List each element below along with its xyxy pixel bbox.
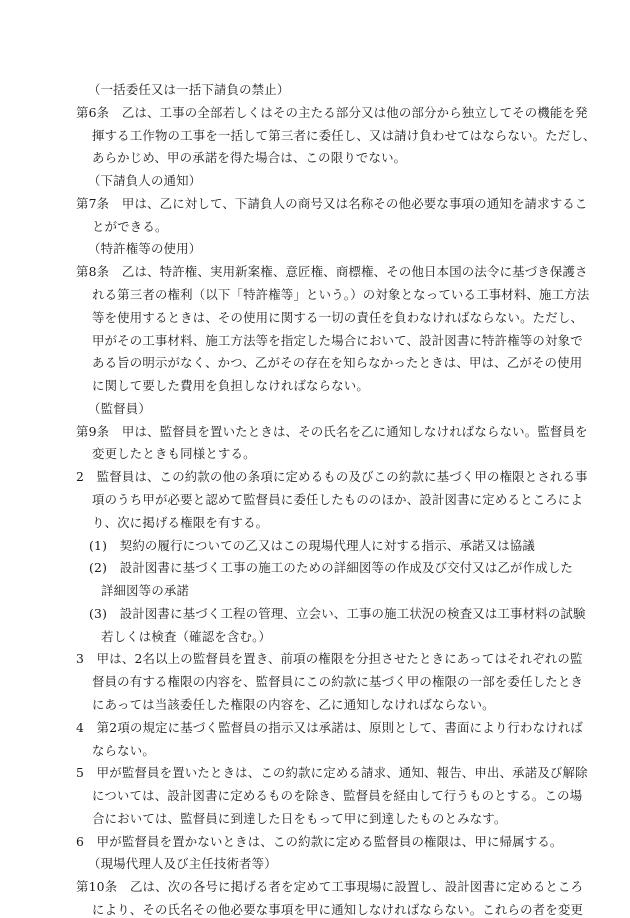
article-7-line-1: 第7条 甲は、乙に対して、下請負人の商号又は名称その他必要な事項の通知を請求するこ: [76, 195, 588, 211]
article-9-item-2-line-2: 詳細図等の承諾: [101, 583, 190, 599]
article-6-line-2: 揮する工作物の工事を一括して第三者に委任し、又は請け負わせてはならない。ただし、: [92, 127, 596, 143]
heading-subcontract-ban: （一括委任又は一括下請負の禁止）: [88, 82, 290, 97]
article-8-line-2: れる第三者の権利（以下「特許権等」という。）の対象となっている工事材料、施工方法: [92, 287, 590, 302]
article-9-line-1: 第9条 甲は、監督員を置いたときは、その氏名を乙に通知しなければならない。監督員を: [76, 423, 588, 439]
article-10-line-1: 第10条 乙は、次の各号に掲げる者を定めて工事現場に設置し、設計図書に定めるところ: [76, 879, 584, 895]
heading-subcontractor-notice: （下請負人の通知）: [88, 173, 202, 189]
heading-site-agent: （現場代理人及び主任技術者等）: [88, 856, 277, 872]
article-9-para-4-line-2: ならない。: [92, 742, 155, 758]
article-9-para-5-line-1: 5 甲が監督員を置いたときは、この約款に定める請求、通知、報告、申出、承諾及び解除: [76, 765, 588, 781]
article-9-item-1: (1) 契約の履行についての乙又はこの現場代理人に対する指示、承諾又は協議: [89, 537, 535, 553]
article-9-para-3-line-2: 督員の有する権限の内容を、監督員にこの約款に基づく甲の権限の一部を委任したとき: [92, 674, 584, 690]
article-8-line-3: 等を使用するときは、その使用に関する一切の責任を負わなければならない。ただし、: [92, 309, 584, 325]
heading-supervisor: （監督員）: [88, 400, 151, 416]
article-9-para-5-line-2: については、設計図書に定めるものを除き、監督員を経由して行うものとする。この場: [92, 788, 583, 804]
article-9-para-3-line-1: 3 甲は、2名以上の監督員を置き、前項の権限を分担させたときにあってはそれぞれの監: [76, 651, 583, 667]
article-8-line-4: 甲がその工事材料、施工方法等を指定した場合において、設計図書に特許権等の対象で: [92, 332, 583, 348]
article-9-para-2-line-1: 2 監督員は、この約款の他の条項に定めるもの及びこの約款に基づく甲の権限とされる事: [76, 469, 588, 485]
article-9-para-2-line-2: 項のうち甲が必要と認めて監督員に委任したもののほか、設計図書に定めるところによ: [92, 492, 584, 507]
article-6-line-1: 第6条 乙は、工事の全部若しくはその主たる部分又は他の部分から独立してその機能を発: [76, 104, 588, 120]
article-9-item-2-line-1: (2) 設計図書に基づく工事の施工のための詳細図等の作成及び交付又は乙が作成した: [89, 560, 574, 576]
article-7-line-2: とができる。: [92, 218, 168, 234]
article-9-para-2-line-3: り、次に掲げる権限を有する。: [92, 514, 269, 530]
article-9-item-3-line-2: 若しくは検査（確認を含む。）: [101, 628, 272, 644]
article-9-para-4-line-1: 4 第2項の規定に基づく監督員の指示又は承諾は、原則として、書面により行わなければ: [76, 719, 583, 735]
heading-patent-use: （特許権等の使用）: [88, 241, 202, 257]
article-6-line-3: あらかじめ、甲の承諾を得た場合は、この限りでない。: [92, 150, 407, 166]
article-8-line-1: 第8条 乙は、特許権、実用新案権、意匠権、商標権、その他日本国の法令に基づき保護さ: [76, 264, 588, 280]
article-9-item-3-line-1: (3) 設計図書に基づく工程の管理、立会い、工事の施工状況の検査又は工事材料の試験: [89, 605, 586, 621]
article-8-line-5: ある旨の明示がなく、かつ、乙がその存在を知らなかったときは、甲は、乙がその使用: [92, 355, 583, 371]
article-10-line-2: により、その氏名その他必要な事項を甲に通知しなければならない。これらの者を変更: [92, 902, 584, 917]
article-9-line-2: 変更したときも同様とする。: [92, 446, 256, 462]
article-9-para-3-line-3: にあっては当該委任した権限の内容を、乙に通知しなければならない。: [92, 697, 495, 712]
article-8-line-6: に関して要した費用を負担しなければならない。: [92, 378, 369, 394]
article-9-para-6: 6 甲が監督員を置かないときは、この約款に定める監督員の権限は、甲に帰属する。: [76, 833, 563, 849]
article-9-para-5-line-3: 合においては、監督員に到達した日をもって甲に到達したものとみなす。: [92, 810, 507, 826]
